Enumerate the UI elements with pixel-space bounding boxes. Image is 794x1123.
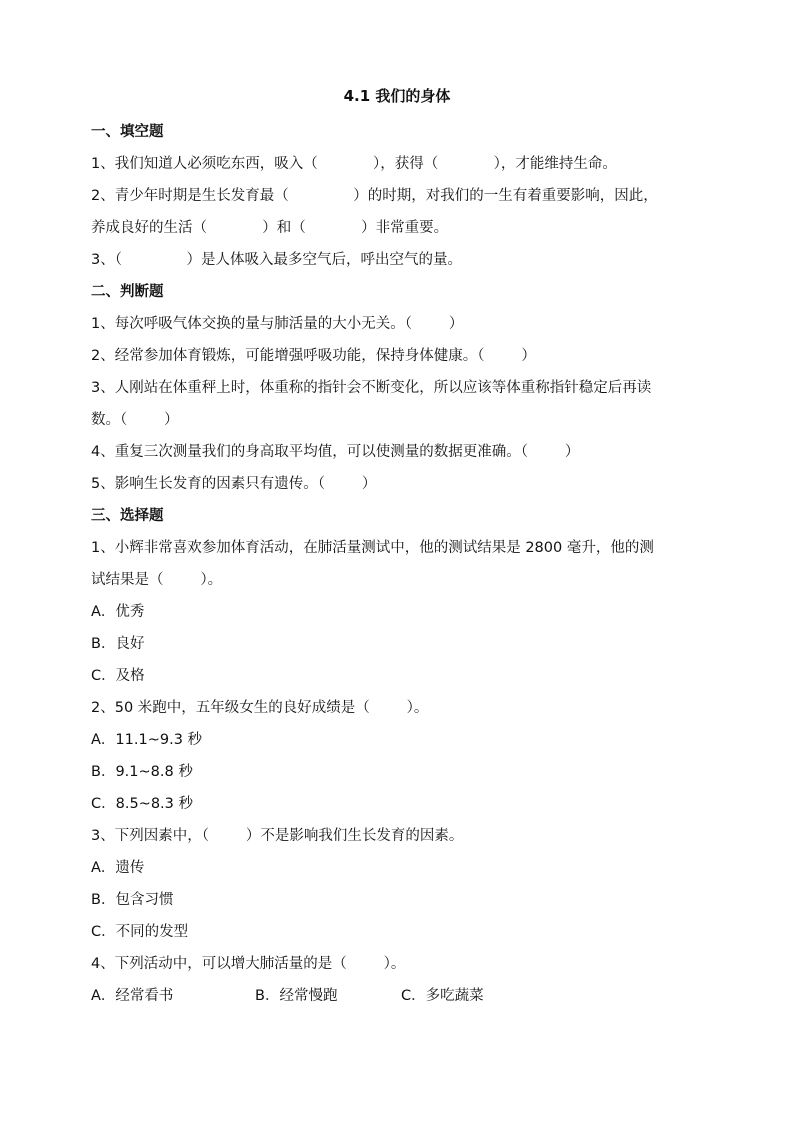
true-false-q3-line2: 数。（ ） [91,412,179,428]
page-title: 4.1 我们的身体 [343,87,451,105]
choice-q3-option-b: B．包含习惯 [91,892,174,908]
choice-q4-option-b: B．经常慢跑 [255,988,338,1004]
section-heading-multiple-choice: 三、选择题 [91,508,164,524]
true-false-q3-line1: 3、人刚站在体重秤上时，体重称的指针会不断变化，所以应该等体重称指针稳定后再读 [91,380,652,396]
section-heading-fill-blank: 一、填空题 [91,124,164,140]
choice-q1-stem-line2: 试结果是（ ）。 [91,572,223,588]
choice-q1-option-c: C．及格 [91,668,145,684]
choice-q2-option-c: C．8.5~8.3 秒 [91,796,194,812]
choice-q1-option-b: B．良好 [91,636,145,652]
choice-q2-option-a: A．11.1~9.3 秒 [91,732,203,748]
choice-q4-option-c: C．多吃蔬菜 [401,988,484,1004]
true-false-q4: 4、重复三次测量我们的身高取平均值，可以使测量的数据更准确。（ ） [91,444,580,460]
true-false-q1: 1、每次呼吸气体交换的量与肺活量的大小无关。（ ） [91,316,464,332]
choice-q1-stem-line1: 1、小辉非常喜欢参加体育活动，在肺活量测试中，他的测试结果是 2800 毫升，他的测 [91,540,654,556]
true-false-q5: 5、影响生长发育的因素只有遗传。（ ） [91,476,377,492]
worksheet-body [91,116,711,1012]
fill-blank-q2-line2: 养成良好的生活（ ）和（ ）非常重要。 [91,220,449,236]
choice-q3-option-c: C．不同的发型 [91,924,189,940]
choice-q3-option-a: A．遗传 [91,860,145,876]
true-false-q2: 2、经常参加体育锻炼，可能增强呼吸功能，保持身体健康。（ ） [91,348,536,364]
choice-q3-stem: 3、下列因素中，（ ）不是影响我们生长发育的因素。 [91,828,464,844]
choice-q2-option-b: B．9.1~8.8 秒 [91,764,193,780]
fill-blank-q1: 1、我们知道人必须吃东西，吸入（ ），获得（ ），才能维持生命。 [91,156,617,172]
choice-q1-option-a: A．优秀 [91,604,145,620]
fill-blank-q2-line1: 2、青少年时期是生长发育最（ ）的时期，对我们的一生有着重要影响，因此， [91,188,658,204]
section-heading-true-false: 二、判断题 [91,284,164,300]
choice-q2-stem: 2、50 米跑中，五年级女生的良好成绩是（ ）。 [91,700,429,716]
choice-q4-option-a: A．经常看书 [91,988,174,1004]
choice-q4-stem: 4、下列活动中，可以增大肺活量的是（ ）。 [91,956,406,972]
fill-blank-q3: 3、（ ）是人体吸入最多空气后，呼出空气的量。 [91,252,463,268]
choice-q4-options [91,980,711,1012]
